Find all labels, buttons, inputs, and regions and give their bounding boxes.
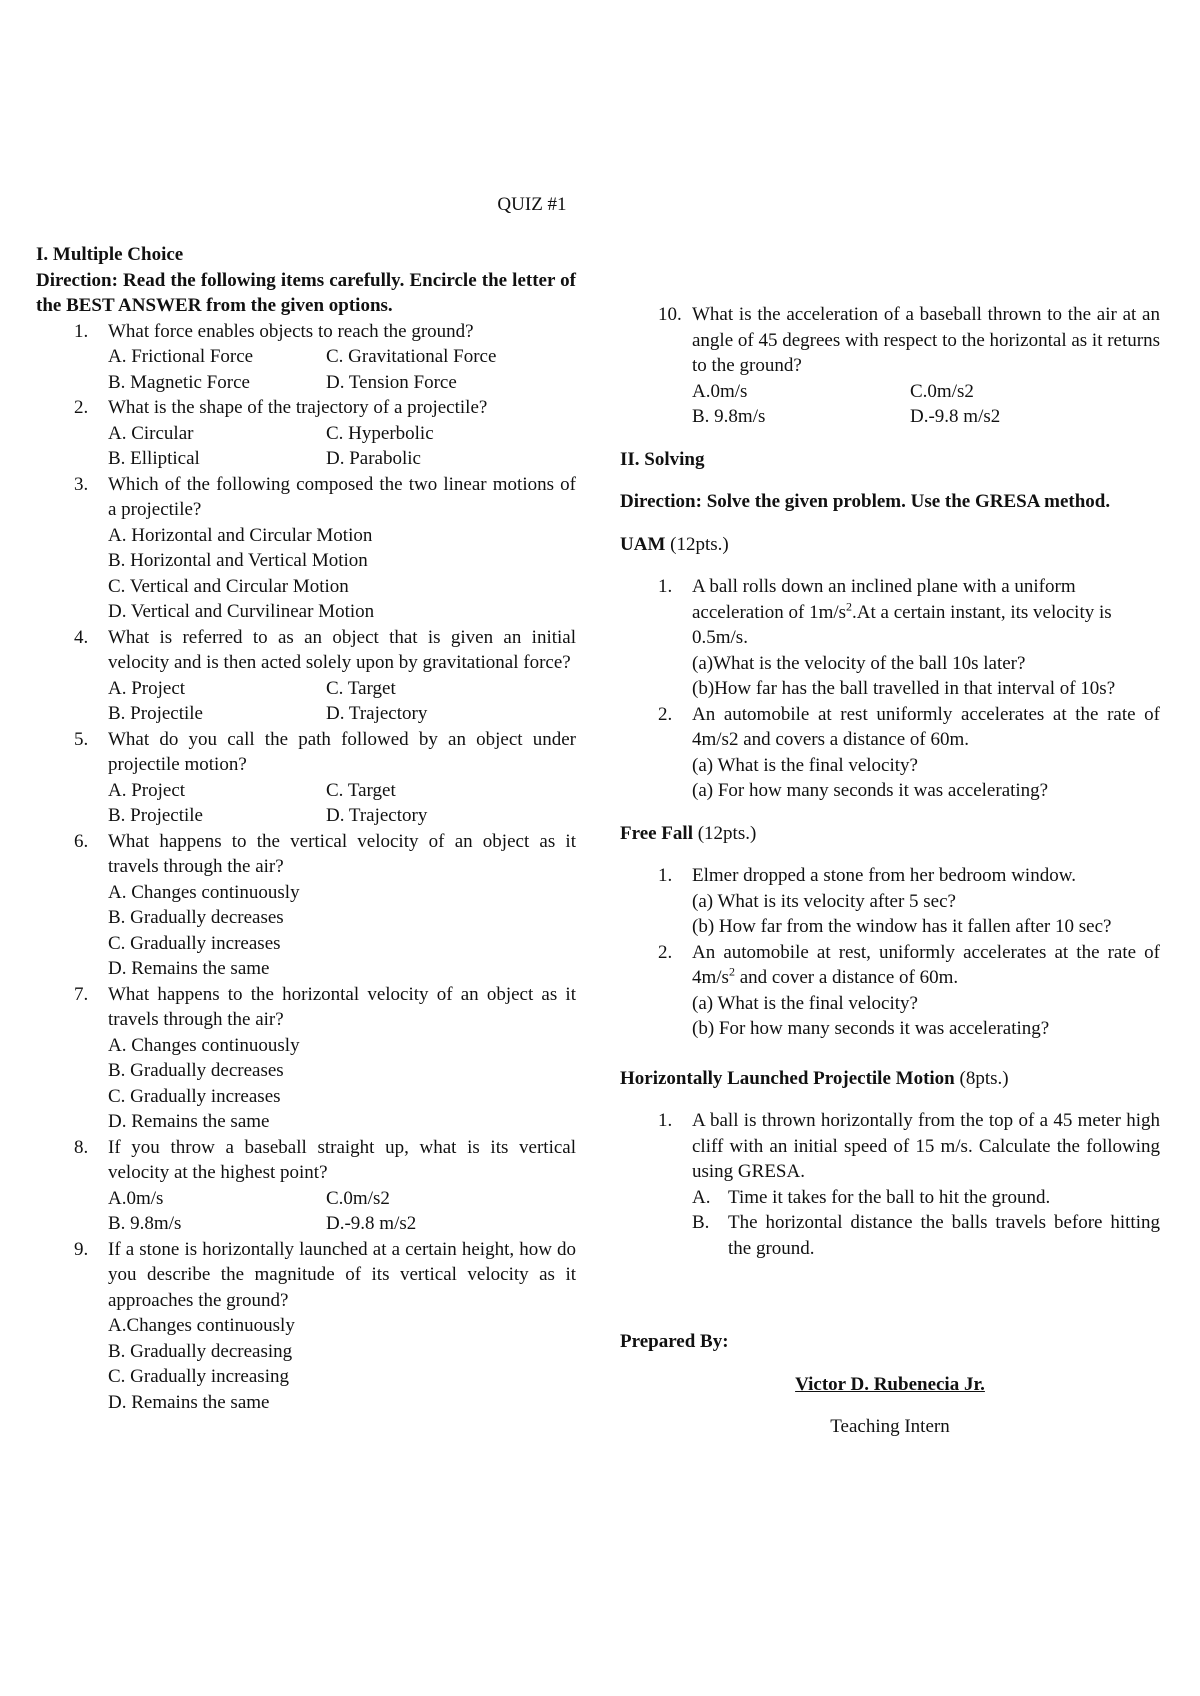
question-text: What is the acceleration of a baseball thrown to the air at an angle of 45 degrees with respect to the horizontal as it returns to the ground? (692, 304, 1160, 376)
answer-options (108, 421, 576, 472)
answer-options (108, 1313, 576, 1415)
answer-option[interactable]: C.0m/s2 (326, 1187, 390, 1209)
answer-option[interactable]: D.-9.8 m/s2 (326, 1213, 417, 1234)
uam-heading: UAM (12pts.) (620, 533, 729, 555)
prepared-by-label: Prepared By: (620, 1331, 729, 1352)
mc-question-1 (36, 319, 576, 396)
uam-problem-2: 2. An automobile at rest uniformly accelerates at the rate of 4m/s2 and covers a distance of 60m. (a) What is the final velocity? (a) For how many seconds it was accelerating? (658, 703, 1160, 801)
answer-option[interactable]: A.Changes continuously (108, 1315, 295, 1336)
answer-option[interactable]: C. Gradually increases (108, 932, 281, 954)
mc-question-4 (36, 625, 576, 727)
answer-option[interactable]: C. Target (326, 677, 396, 699)
answer-option[interactable]: C. Hyperbolic (326, 422, 434, 444)
answer-option[interactable]: A. Frictional Force (108, 346, 254, 367)
answer-option[interactable]: D. Trajectory (326, 805, 428, 826)
mc-question-9 (36, 1237, 576, 1416)
question-text: What happens to the vertical velocity of an object as it travels through the air? (108, 830, 576, 877)
mc-question-6 (36, 829, 576, 982)
question-text: What is referred to as an object that is given an initial velocity and is then acted solely upon by gravitational force? (108, 626, 576, 673)
quiz-title: QUIZ #1 (497, 194, 567, 215)
question-number: 6. (74, 830, 89, 852)
answer-option[interactable]: B. 9.8m/s (692, 406, 766, 427)
mc-question-2 (36, 395, 576, 472)
answer-options (108, 1186, 576, 1237)
question-number: 9. (74, 1238, 89, 1260)
answer-option[interactable]: A. Horizontal and Circular Motion (108, 524, 373, 546)
answer-option[interactable]: B. Projectile (108, 703, 203, 724)
answer-option[interactable]: A. Changes continuously (108, 881, 300, 903)
answer-option[interactable]: C. Vertical and Circular Motion (108, 575, 349, 597)
answer-option[interactable]: C. Gradually increases (108, 1085, 281, 1107)
answer-option[interactable]: C.0m/s2 (910, 380, 974, 402)
answer-option[interactable]: D. Tension Force (326, 371, 457, 393)
answer-option[interactable]: A. Circular (108, 422, 194, 444)
right-column (620, 302, 1160, 1440)
answer-option[interactable]: B. Elliptical (108, 448, 200, 469)
question-text: What is the shape of the trajectory of a projectile? (108, 397, 488, 418)
answer-option[interactable]: A.0m/s (692, 380, 748, 402)
answer-option[interactable]: D. Vertical and Curvilinear Motion (108, 601, 375, 622)
left-column (36, 242, 576, 1415)
horizontal-item-b: B. The horizontal distance the balls travels before hitting the ground. (692, 1212, 1160, 1259)
answer-option[interactable]: A. Changes continuously (108, 1034, 300, 1056)
question-text: If a stone is horizontally launched at a certain height, how do you describe the magnitude of its vertical velocity as it approaches the ground? (108, 1238, 576, 1311)
question-text: What do you call the path followed by an object under projectile motion? (108, 728, 576, 775)
answer-option[interactable]: B. Projectile (108, 805, 203, 826)
answer-option[interactable]: C. Gradually increasing (108, 1366, 289, 1387)
answer-option[interactable]: D.-9.8 m/s2 (910, 406, 1001, 427)
question-number: 4. (74, 626, 89, 648)
answer-option[interactable]: A. Project (108, 779, 186, 801)
answer-option[interactable]: B. Gradually decreasing (108, 1340, 293, 1362)
mc-question-5 (36, 727, 576, 829)
mc-question-8 (36, 1135, 576, 1237)
question-number: 8. (74, 1136, 89, 1158)
question-number: 7. (74, 983, 89, 1005)
preparer-name: Victor D. Rubenecia Jr. (795, 1373, 985, 1395)
question-number: 10. (658, 304, 682, 325)
answer-option[interactable]: B. Horizontal and Vertical Motion (108, 550, 368, 571)
answer-options (108, 778, 576, 829)
answer-options (108, 344, 576, 395)
mc-questions-left (36, 319, 576, 1416)
mc-question-10 (620, 302, 1160, 430)
question-text: Which of the following composed the two linear motions of a projectile? (108, 473, 576, 520)
answer-option[interactable]: B. 9.8m/s (108, 1213, 182, 1234)
answer-option[interactable]: D. Remains the same (108, 958, 270, 979)
answer-option[interactable]: B. Gradually decreases (108, 1060, 284, 1081)
mc-question-7 (36, 982, 576, 1135)
question-number: 2. (74, 397, 89, 418)
part1-heading: I. Multiple Choice (36, 244, 184, 265)
horizontal-problem-1: 1. A ball is thrown horizontally from the top of a 45 meter high cliff with an initial speed of 15 m/s. Calculate the following using GRESA. A. Time it takes for the ball to hit the ground. B. The horizontal distance the balls travels before hitting the ground. (620, 1108, 1160, 1261)
answer-options (108, 676, 576, 727)
answer-option[interactable]: C. Gravitational Force (326, 346, 497, 367)
preparer-role: Teaching Intern (830, 1416, 950, 1437)
mc-question-3 (36, 472, 576, 625)
answer-option[interactable]: D. Remains the same (108, 1111, 270, 1132)
horizontal-item-a: A. Time it takes for the ball to hit the ground. (692, 1186, 1051, 1208)
answer-option[interactable]: A. Project (108, 677, 186, 699)
part2-direction: Direction: Solve the given problem. Use the GRESA method. (620, 491, 1111, 512)
question-number: 3. (74, 473, 89, 495)
horizontal-heading: Horizontally Launched Projectile Motion (8pts.) (620, 1067, 1009, 1089)
answer-option[interactable]: D. Parabolic (326, 448, 421, 469)
uam-problem-1: 1. A ball rolls down an inclined plane with a uniform acceleration of $1m/s^2.At$ a certain instant, its velocity is 0.5m/s. (a)What is the velocity of the ball 10s later? (b)How far has the ball travelled in that interval of 10s? (658, 576, 1116, 699)
part2-heading: II. Solving (620, 448, 705, 470)
free-fall-heading: Free Fall (12pts.) (620, 822, 757, 844)
question-number: 1. (74, 320, 89, 342)
free-fall-problem-1: 1. Elmer dropped a stone from her bedroom window. (a) What is its velocity after 5 sec? (b) How far from the window has it fallen after 10 sec? (658, 865, 1112, 937)
answer-options (108, 1033, 576, 1135)
question-number: 5. (74, 728, 89, 750)
free-fall-problem-2: 2. An automobile at rest, uniformly accelerates at the rate of $4m/s^2$ and cover a distance of 60m. (a) What is the final velocity? (b) For how many seconds it was accelerating? (658, 941, 1160, 1039)
answer-option[interactable]: D. Trajectory (326, 703, 428, 724)
question-text: What happens to the horizontal velocity of an object as it travels through the air? (108, 983, 576, 1030)
answer-options (692, 379, 1160, 430)
answer-option[interactable]: C. Target (326, 779, 396, 801)
answer-option[interactable]: B. Gradually decreases (108, 907, 284, 928)
question-text: What force enables objects to reach the ground? (108, 320, 474, 342)
answer-option[interactable]: D. Remains the same (108, 1391, 270, 1413)
mc-questions-right (620, 302, 1160, 430)
answer-option[interactable]: B. Magnetic Force (108, 371, 250, 393)
answer-options (108, 880, 576, 982)
answer-options (108, 523, 576, 625)
question-text: If you throw a baseball straight up, what is its vertical velocity at the highest point? (108, 1136, 576, 1183)
part1-direction: Direction: Read the following items carefully. Encircle the letter of the BEST ANSWER from the given options. (36, 269, 576, 316)
answer-option[interactable]: A.0m/s (108, 1187, 164, 1209)
